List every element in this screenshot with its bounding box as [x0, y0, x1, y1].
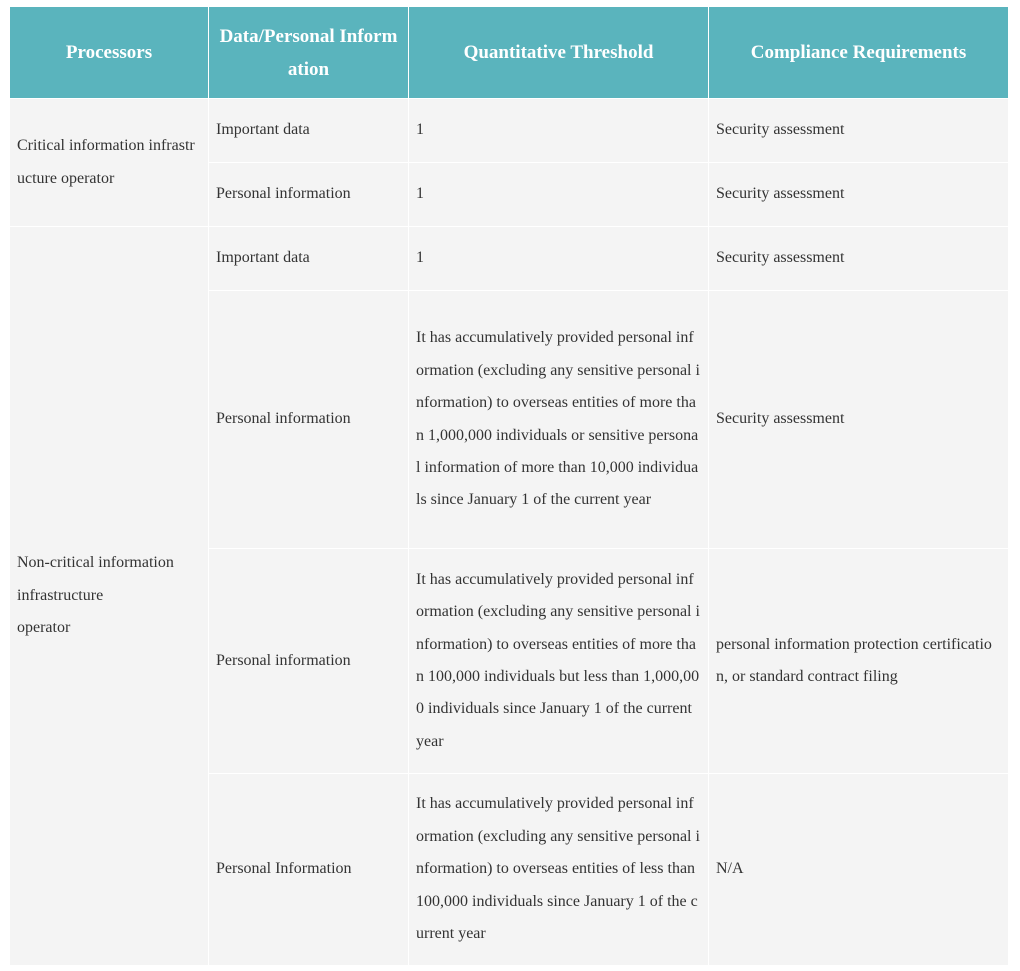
header-compliance: Compliance Requirements — [709, 7, 1008, 98]
threshold-cell: It has accumulatively provided personal information (excluding any sensitive personal information) to overseas entities of less than 100,000 individuals since January 1 of the current year — [409, 773, 709, 965]
processor-line: infrastructure — [17, 586, 104, 604]
compliance-cell: Security assessment — [709, 290, 1008, 548]
data-type-cell: Personal Information — [209, 773, 409, 965]
table-body — [10, 98, 1008, 965]
compliance-table — [10, 7, 1008, 965]
header-row — [10, 7, 1008, 98]
data-type-cell: Important data — [209, 98, 409, 162]
header-data-type: Data/Personal Information — [209, 7, 409, 98]
compliance-cell: Security assessment — [709, 226, 1008, 290]
threshold-cell: 1 — [409, 226, 709, 290]
threshold-cell: It has accumulatively provided personal information (excluding any sensitive personal information) to overseas entities of more than 100,000 individuals but less than 1,000,000 individuals since January 1 of the current year — [409, 548, 709, 773]
table-row — [10, 98, 1008, 162]
threshold-cell: 1 — [409, 162, 709, 226]
threshold-cell: It has accumulatively provided personal information (excluding any sensitive personal information) to overseas entities of more than 1,000,000 individuals or sensitive personal information of more than 10,000 individuals since January 1 of the current year — [409, 290, 709, 548]
data-type-cell: Personal information — [209, 548, 409, 773]
table-row — [10, 226, 1008, 290]
compliance-cell: Security assessment — [709, 98, 1008, 162]
table-header — [10, 7, 1008, 98]
threshold-cell: 1 — [409, 98, 709, 162]
compliance-cell: Security assessment — [709, 162, 1008, 226]
processor-line: Non-critical information — [17, 554, 174, 572]
processor-cell-non-critical — [10, 226, 209, 965]
data-type-cell: Personal information — [209, 290, 409, 548]
header-threshold: Quantitative Threshold — [409, 7, 709, 98]
data-type-cell: Personal information — [209, 162, 409, 226]
processor-line: operator — [17, 619, 71, 637]
data-type-cell: Important data — [209, 226, 409, 290]
processor-cell-critical: Critical information infrastructure operator — [10, 98, 209, 226]
compliance-cell: N/A — [709, 773, 1008, 965]
header-processors: Processors — [10, 7, 209, 98]
compliance-cell: personal information protection certification, or standard contract filing — [709, 548, 1008, 773]
